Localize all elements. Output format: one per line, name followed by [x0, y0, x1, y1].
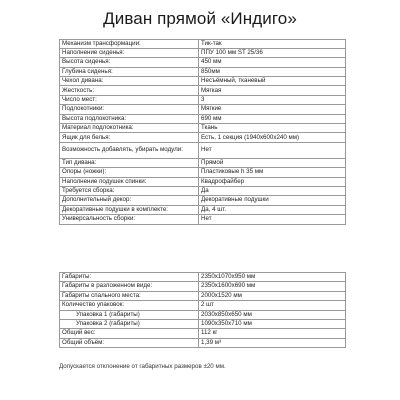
spec-label: Высота подлокотника: — [60, 114, 199, 123]
spec-value: 3 — [199, 95, 346, 104]
table-row — [60, 48, 346, 57]
spec-label: Число мест: — [60, 95, 199, 104]
dimension-value: 2030х850х650 мм — [199, 310, 346, 319]
dimension-label: Габариты спального места: — [60, 291, 199, 300]
table-row — [60, 186, 346, 195]
specs-table — [59, 39, 346, 225]
spec-value: ППУ 100 мм ST 25/36 — [199, 48, 346, 57]
table-row — [60, 158, 346, 167]
spec-value: 850мм — [199, 67, 346, 76]
spec-label: Универсальность сборки: — [60, 215, 199, 224]
spec-label: Тип дивана: — [60, 158, 199, 167]
table-row — [60, 67, 346, 76]
spec-value: Прямой — [199, 158, 346, 167]
table-row — [60, 168, 346, 177]
spec-value: Мягкая — [199, 86, 346, 95]
spec-label: Требуется сборка: — [60, 186, 199, 195]
table-row — [60, 124, 346, 133]
spec-label: Глубина сиденья: — [60, 67, 199, 76]
spec-label: Ящик для белья: — [60, 133, 199, 142]
table-row — [60, 291, 346, 300]
dimension-label: Количество упаковок: — [60, 301, 199, 310]
spec-label: Жесткость: — [60, 86, 199, 95]
table-row — [60, 142, 346, 158]
spec-value: Нет — [199, 142, 346, 158]
spec-value: Ткань — [199, 124, 346, 133]
spec-label: Возможность добавлять, убирать модули: — [60, 142, 199, 158]
table-row — [60, 310, 346, 319]
table-row — [60, 329, 346, 338]
table-row — [60, 319, 346, 328]
spec-value: Мягкие — [199, 105, 346, 114]
dimension-value: 2350х1600х690 мм — [199, 282, 346, 291]
dimension-label: Общий вес: — [60, 329, 199, 338]
table-row — [60, 114, 346, 123]
table-row — [60, 282, 346, 291]
spec-value: 690 мм — [199, 114, 346, 123]
dimension-label: Общий объём: — [60, 338, 199, 347]
dimension-value: 1090х350х710 мм — [199, 319, 346, 328]
spec-value: Несъёмный, тканевый — [199, 77, 346, 86]
dimension-value: 1,39 м³ — [199, 338, 346, 347]
dimension-value: 2350х1070х950 мм — [199, 273, 346, 282]
table-row — [60, 105, 346, 114]
dimension-label: Габариты: — [60, 273, 199, 282]
spec-value: Есть, 1 секция (1940х600х240 мм) — [199, 133, 346, 142]
table-row — [60, 205, 346, 214]
page-title: Диван прямой «Индиго» — [103, 9, 297, 28]
table-row — [60, 196, 346, 205]
spec-label: Дополнительный декор: — [60, 196, 199, 205]
table-row — [60, 77, 346, 86]
dimension-value: 2 шт — [199, 301, 346, 310]
spec-label: Подлокотники: — [60, 105, 199, 114]
spec-value: Квадрофайбер — [199, 177, 346, 186]
table-row — [60, 86, 346, 95]
spec-value: Декоративные подушки — [199, 196, 346, 205]
spec-value: 450 мм — [199, 58, 346, 67]
dimension-value: 2000х1520 мм — [199, 291, 346, 300]
table-row — [60, 39, 346, 48]
table-row — [60, 133, 346, 142]
table-row — [60, 338, 346, 347]
dimensions-table — [59, 272, 346, 348]
spec-label: Высота сиденья: — [60, 58, 199, 67]
spec-label: Чехол дивана: — [60, 77, 199, 86]
table-row — [60, 177, 346, 186]
table-row — [60, 58, 346, 67]
table-row — [60, 301, 346, 310]
table-row — [60, 95, 346, 104]
table-row — [60, 273, 346, 282]
dimension-label: Упаковка 2 (габариты) — [60, 319, 199, 328]
spec-label: Наполнение сиденья: — [60, 48, 199, 57]
spec-label: Опоры (ножки): — [60, 168, 199, 177]
dimension-label: Габариты в разложенном виде: — [60, 282, 199, 291]
spec-label: Механизм трансформации: — [60, 39, 199, 48]
spec-label: Материал подлокотника: — [60, 124, 199, 133]
dimension-label: Упаковка 1 (габариты) — [60, 310, 199, 319]
spec-value: Да, 4 шт. — [199, 205, 346, 214]
spec-value: Да — [199, 186, 346, 195]
spec-label: Наполнение подушек спинки: — [60, 177, 199, 186]
spec-value: Нет — [199, 215, 346, 224]
footnote: Допускается отклонение от габаритных размеров ±20 мм. — [59, 363, 226, 370]
spec-value: Тик-так — [199, 39, 346, 48]
table-row — [60, 215, 346, 224]
spec-label: Декоративные подушки в комплекте: — [60, 205, 199, 214]
dimension-value: 112 кг — [199, 329, 346, 338]
spec-value: Пластиковые h 35 мм — [199, 168, 346, 177]
